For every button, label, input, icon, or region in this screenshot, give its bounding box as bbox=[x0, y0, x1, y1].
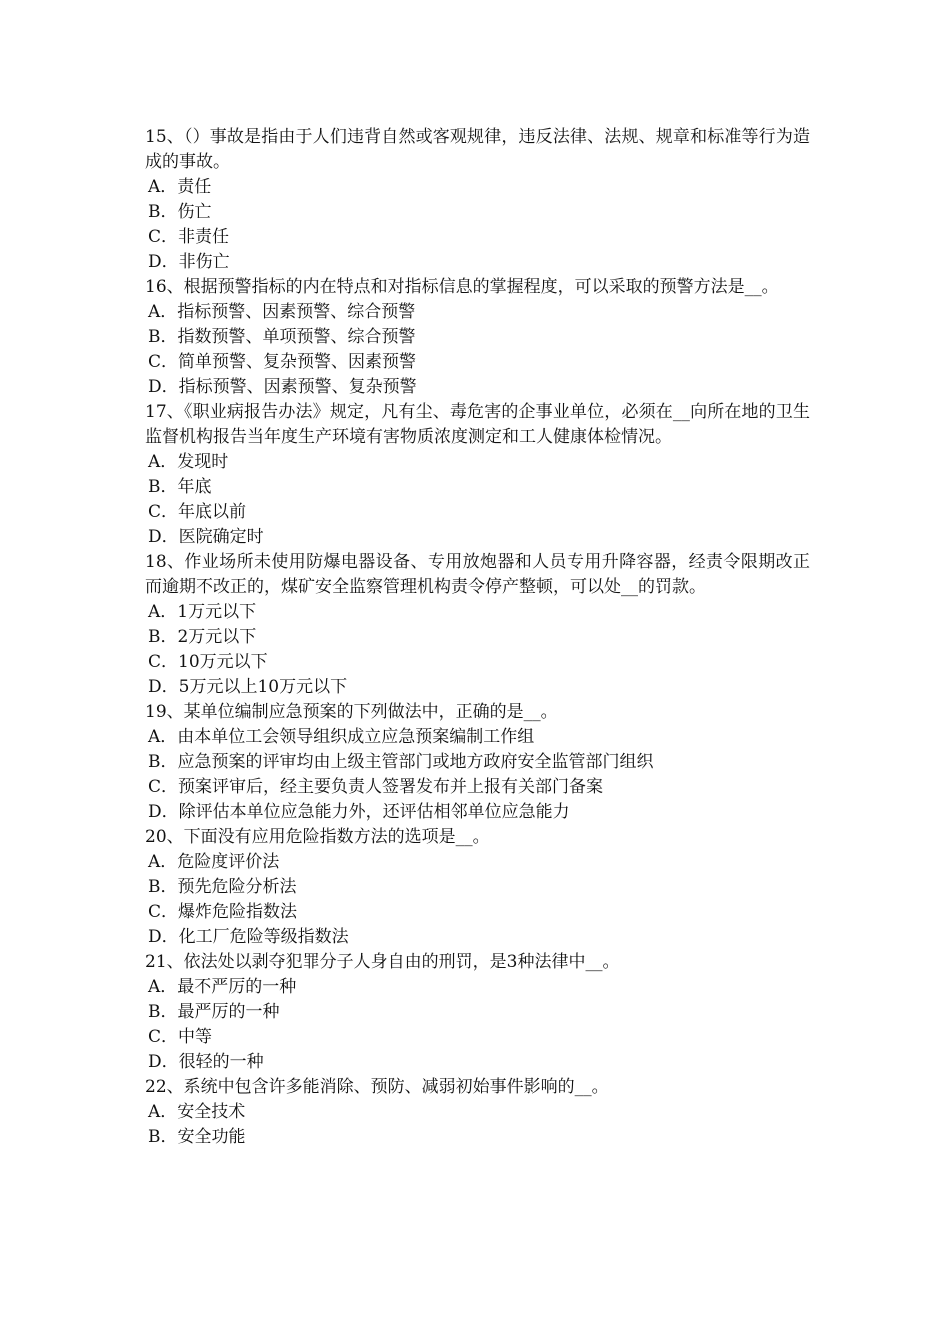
question-21 bbox=[145, 950, 810, 1075]
option-list bbox=[145, 725, 810, 825]
option-b: B．2万元以下 bbox=[148, 627, 257, 647]
option-b: B．年底 bbox=[148, 477, 212, 497]
option-b: B．最严厉的一种 bbox=[148, 1002, 280, 1022]
question-text: 22、系统中包含许多能消除、预防、减弱初始事件影响的__。 bbox=[145, 1077, 609, 1097]
question-text: 15、（）事故是指由于人们违背自然或客观规律，违反法律、法规、规章和标准等行为造成的事故。 bbox=[145, 127, 810, 172]
option-list bbox=[145, 1100, 810, 1150]
question-22 bbox=[145, 1075, 810, 1150]
option-a: A．责任 bbox=[148, 177, 212, 197]
option-b: B．预先危险分析法 bbox=[148, 877, 297, 897]
option-d: D．很轻的一种 bbox=[148, 1052, 264, 1072]
option-a: A．指标预警、因素预警、综合预警 bbox=[148, 302, 416, 322]
question-20 bbox=[145, 825, 810, 950]
option-list bbox=[145, 850, 810, 950]
question-18 bbox=[145, 550, 810, 700]
option-b: B．指数预警、单项预警、综合预警 bbox=[148, 327, 416, 347]
option-list bbox=[145, 450, 810, 550]
option-c: C．预案评审后，经主要负责人签署发布并上报有关部门备案 bbox=[148, 777, 604, 797]
option-list bbox=[145, 300, 810, 400]
option-b: B．安全功能 bbox=[148, 1127, 246, 1147]
question-15 bbox=[145, 125, 810, 275]
option-b: B．应急预案的评审均由上级主管部门或地方政府安全监管部门组织 bbox=[148, 752, 654, 772]
option-c: C．10万元以下 bbox=[148, 652, 268, 672]
document-page bbox=[145, 125, 810, 1150]
option-d: D．医院确定时 bbox=[148, 527, 264, 547]
option-a: A．1万元以下 bbox=[148, 602, 257, 622]
option-a: A．发现时 bbox=[148, 452, 229, 472]
option-b: B．伤亡 bbox=[148, 202, 212, 222]
option-c: C．非责任 bbox=[148, 227, 230, 247]
question-text: 17、《职业病报告办法》规定，凡有尘、毒危害的企事业单位，必须在__向所在地的卫生监督机构报告当年度生产环境有害物质浓度测定和工人健康体检情况。 bbox=[145, 402, 810, 447]
option-c: C．简单预警、复杂预警、因素预警 bbox=[148, 352, 417, 372]
option-a: A．最不严厉的一种 bbox=[148, 977, 297, 997]
option-list bbox=[145, 600, 810, 700]
option-a: A．危险度评价法 bbox=[148, 852, 280, 872]
question-text: 20、下面没有应用危险指数方法的选项是__。 bbox=[145, 827, 490, 847]
question-19 bbox=[145, 700, 810, 825]
option-d: D．化工厂危险等级指数法 bbox=[148, 927, 349, 947]
option-d: D．5万元以上10万元以下 bbox=[148, 677, 348, 697]
question-text: 16、根据预警指标的内在特点和对指标信息的掌握程度，可以采取的预警方法是__。 bbox=[145, 277, 779, 297]
option-d: D．除评估本单位应急能力外，还评估相邻单位应急能力 bbox=[148, 802, 570, 822]
question-17 bbox=[145, 400, 810, 550]
question-text: 21、依法处以剥夺犯罪分子人身自由的刑罚，是3种法律中__。 bbox=[145, 952, 620, 972]
option-list bbox=[145, 975, 810, 1075]
option-list bbox=[145, 175, 810, 275]
option-c: C．中等 bbox=[148, 1027, 213, 1047]
option-c: C．爆炸危险指数法 bbox=[148, 902, 298, 922]
option-d: D．指标预警、因素预警、复杂预警 bbox=[148, 377, 417, 397]
option-a: A．由本单位工会领导组织成立应急预案编制工作组 bbox=[148, 727, 535, 747]
option-c: C．年底以前 bbox=[148, 502, 247, 522]
question-16 bbox=[145, 275, 810, 400]
option-d: D．非伤亡 bbox=[148, 252, 230, 272]
option-a: A．安全技术 bbox=[148, 1102, 246, 1122]
question-text: 19、某单位编制应急预案的下列做法中，正确的是__。 bbox=[145, 702, 558, 722]
question-text: 18、作业场所未使用防爆电器设备、专用放炮器和人员专用升降容器，经责令限期改正而逾期不改正的，煤矿安全监察管理机构责令停产整顿，可以处__的罚款。 bbox=[145, 552, 810, 597]
